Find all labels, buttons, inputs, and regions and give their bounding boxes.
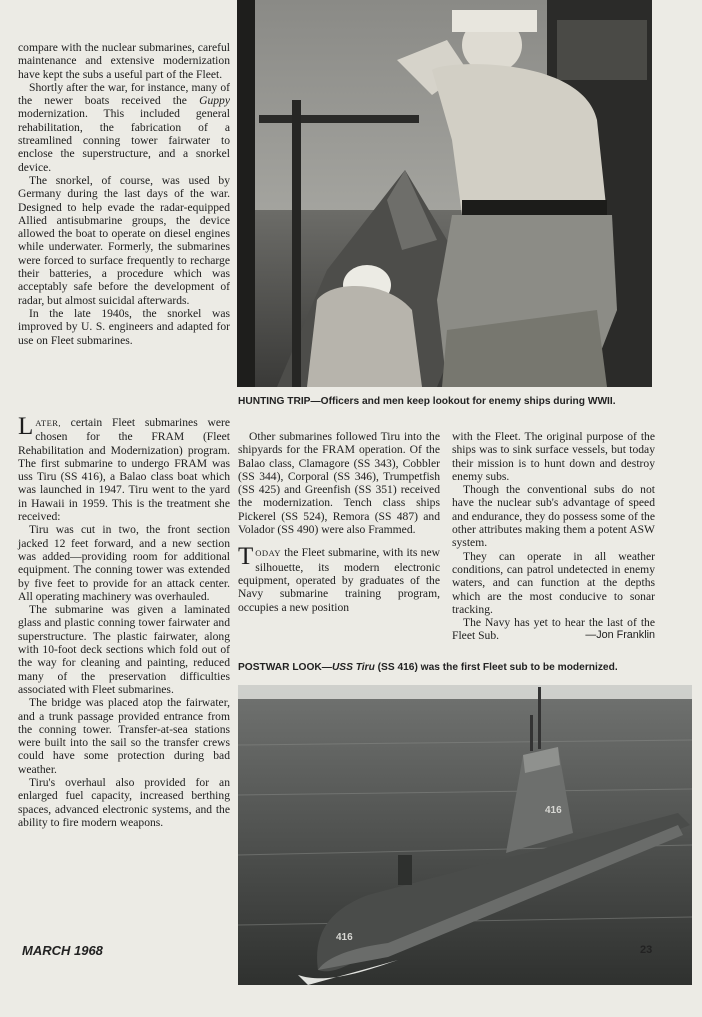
paragraph: compare with the nuclear submarines, careful maintenance and extensive modernization have kept the subs a useful part of the Fleet. [18,41,230,81]
paragraph: The Navy has yet to hear the last of the Fleet Sub. —Jon Franklin [452,616,655,643]
caption-hunting-trip: HUNTING TRIP—Officers and men keep lookout for enemy ships during WWII. [238,396,616,407]
paragraph: with the Fleet. The original purpose of the ships was to sink surface vessels, but today their mission is to hunt down and destroy enemy subs. [452,430,655,483]
paragraph: The bridge was placed atop the fairwater, and a trunk passage provided entrance from the conning tower. Transfer-at-sea stations were built into the sail so the transfer crews could have some protection during bad weather. [18,696,230,776]
column3 [452,430,655,643]
postwar-look-photo [238,685,692,985]
issue-date: MARCH 1968 [22,943,103,958]
paragraph: LATER, certain Fleet submarines were chosen for the FRAM (Fleet Rehabilitation and Modernization) program. The first submarine to undergo FRAM was uss Tiru (SS 416), a Balao class boat which was launched in 1947. Tiru went to the yard in Hawaii in 1959. This is the treatment she received: [18,413,230,524]
column1-bottom [18,413,230,829]
paragraph: In the late 1940s, the snorkel was improved by U. S. engineers and adapted for use on Fleet submarines. [18,306,230,347]
drop-cap: L [18,413,34,440]
drop-cap: T [238,543,254,571]
caption-postwar-look: POSTWAR LOOK—USS Tiru (SS 416) was the first Fleet sub to be modernized. [238,662,618,673]
byline: —Jon Franklin [585,629,655,642]
hull-number-bow: 416 [336,932,353,943]
paragraph: Though the conventional subs do not have the nuclear sub's advantage of speed and endurance, they do possess some of the other attributes making them a potent ASW system. [452,483,655,550]
paragraph: They can operate in all weather conditions, can patrol undetected in enemy waters, and can function at the depths which are the most conducive to sonar tracking. [452,549,655,616]
hull-number-sail: 416 [545,805,562,816]
paragraph: Tiru was cut in two, the front section jacked 12 feet forward, and a new section was added—providing room for additional equipment. The conning tower was extended by five feet to provide for an attack center. All operating machinery was overhauled. [18,523,230,603]
hunting-trip-photo [237,0,652,387]
paragraph: TODAY the Fleet submarine, with its new silhouette, its modern electronic equipment, operated by graduates of the Navy submarine training program, occupies a new position [238,543,440,614]
paragraph: Shortly after the war, for instance, many of the newer boats received the Guppy modernization. This included general rehabilitation, the fabrication of a streamlined conning tower fairwater to enclose the superstructure, and a snorkel device. [18,80,230,174]
paragraph: The submarine was given a laminated glass and plastic conning tower fairwater and superstructure. The plastic fairwater, along with 10-foot deck sections which fold out of the way for cleaning and painting, reduced many of the preservation difficulties associated with Fleet submarines. [18,603,230,696]
paragraph: The snorkel, of course, was used by Germany during the last days of the war. Designed to help evade the radar-equipped Allied antisubmarine groups, the device allowed the boat to operate on diesel engines while underwater. Formerly, the submarines were forced to surface frequently to recharge their batteries, a procedure which was acceptably safe before the development of radar, but almost suicidal afterwards. [18,173,230,307]
paragraph: Other submarines followed Tiru into the shipyards for the FRAM operation. Of the Balao class, Clamagore (SS 343), Cobbler (SS 344), Corporal (SS 346), Trumpetfish (SS 425) and Greenfish (SS 351) received the modernization. Tench class ships Pickerel (SS 524), Remora (SS 487) and Volador (SS 490) were also Frammed. [238,430,440,537]
page-number: 23 [640,944,653,956]
column1-top [18,41,230,347]
paragraph: Tiru's overhaul also provided for an enlarged fuel capacity, increased berthing spaces, advanced electronic systems, and the ability to fire modern weapons. [18,776,230,829]
column2 [238,430,440,614]
